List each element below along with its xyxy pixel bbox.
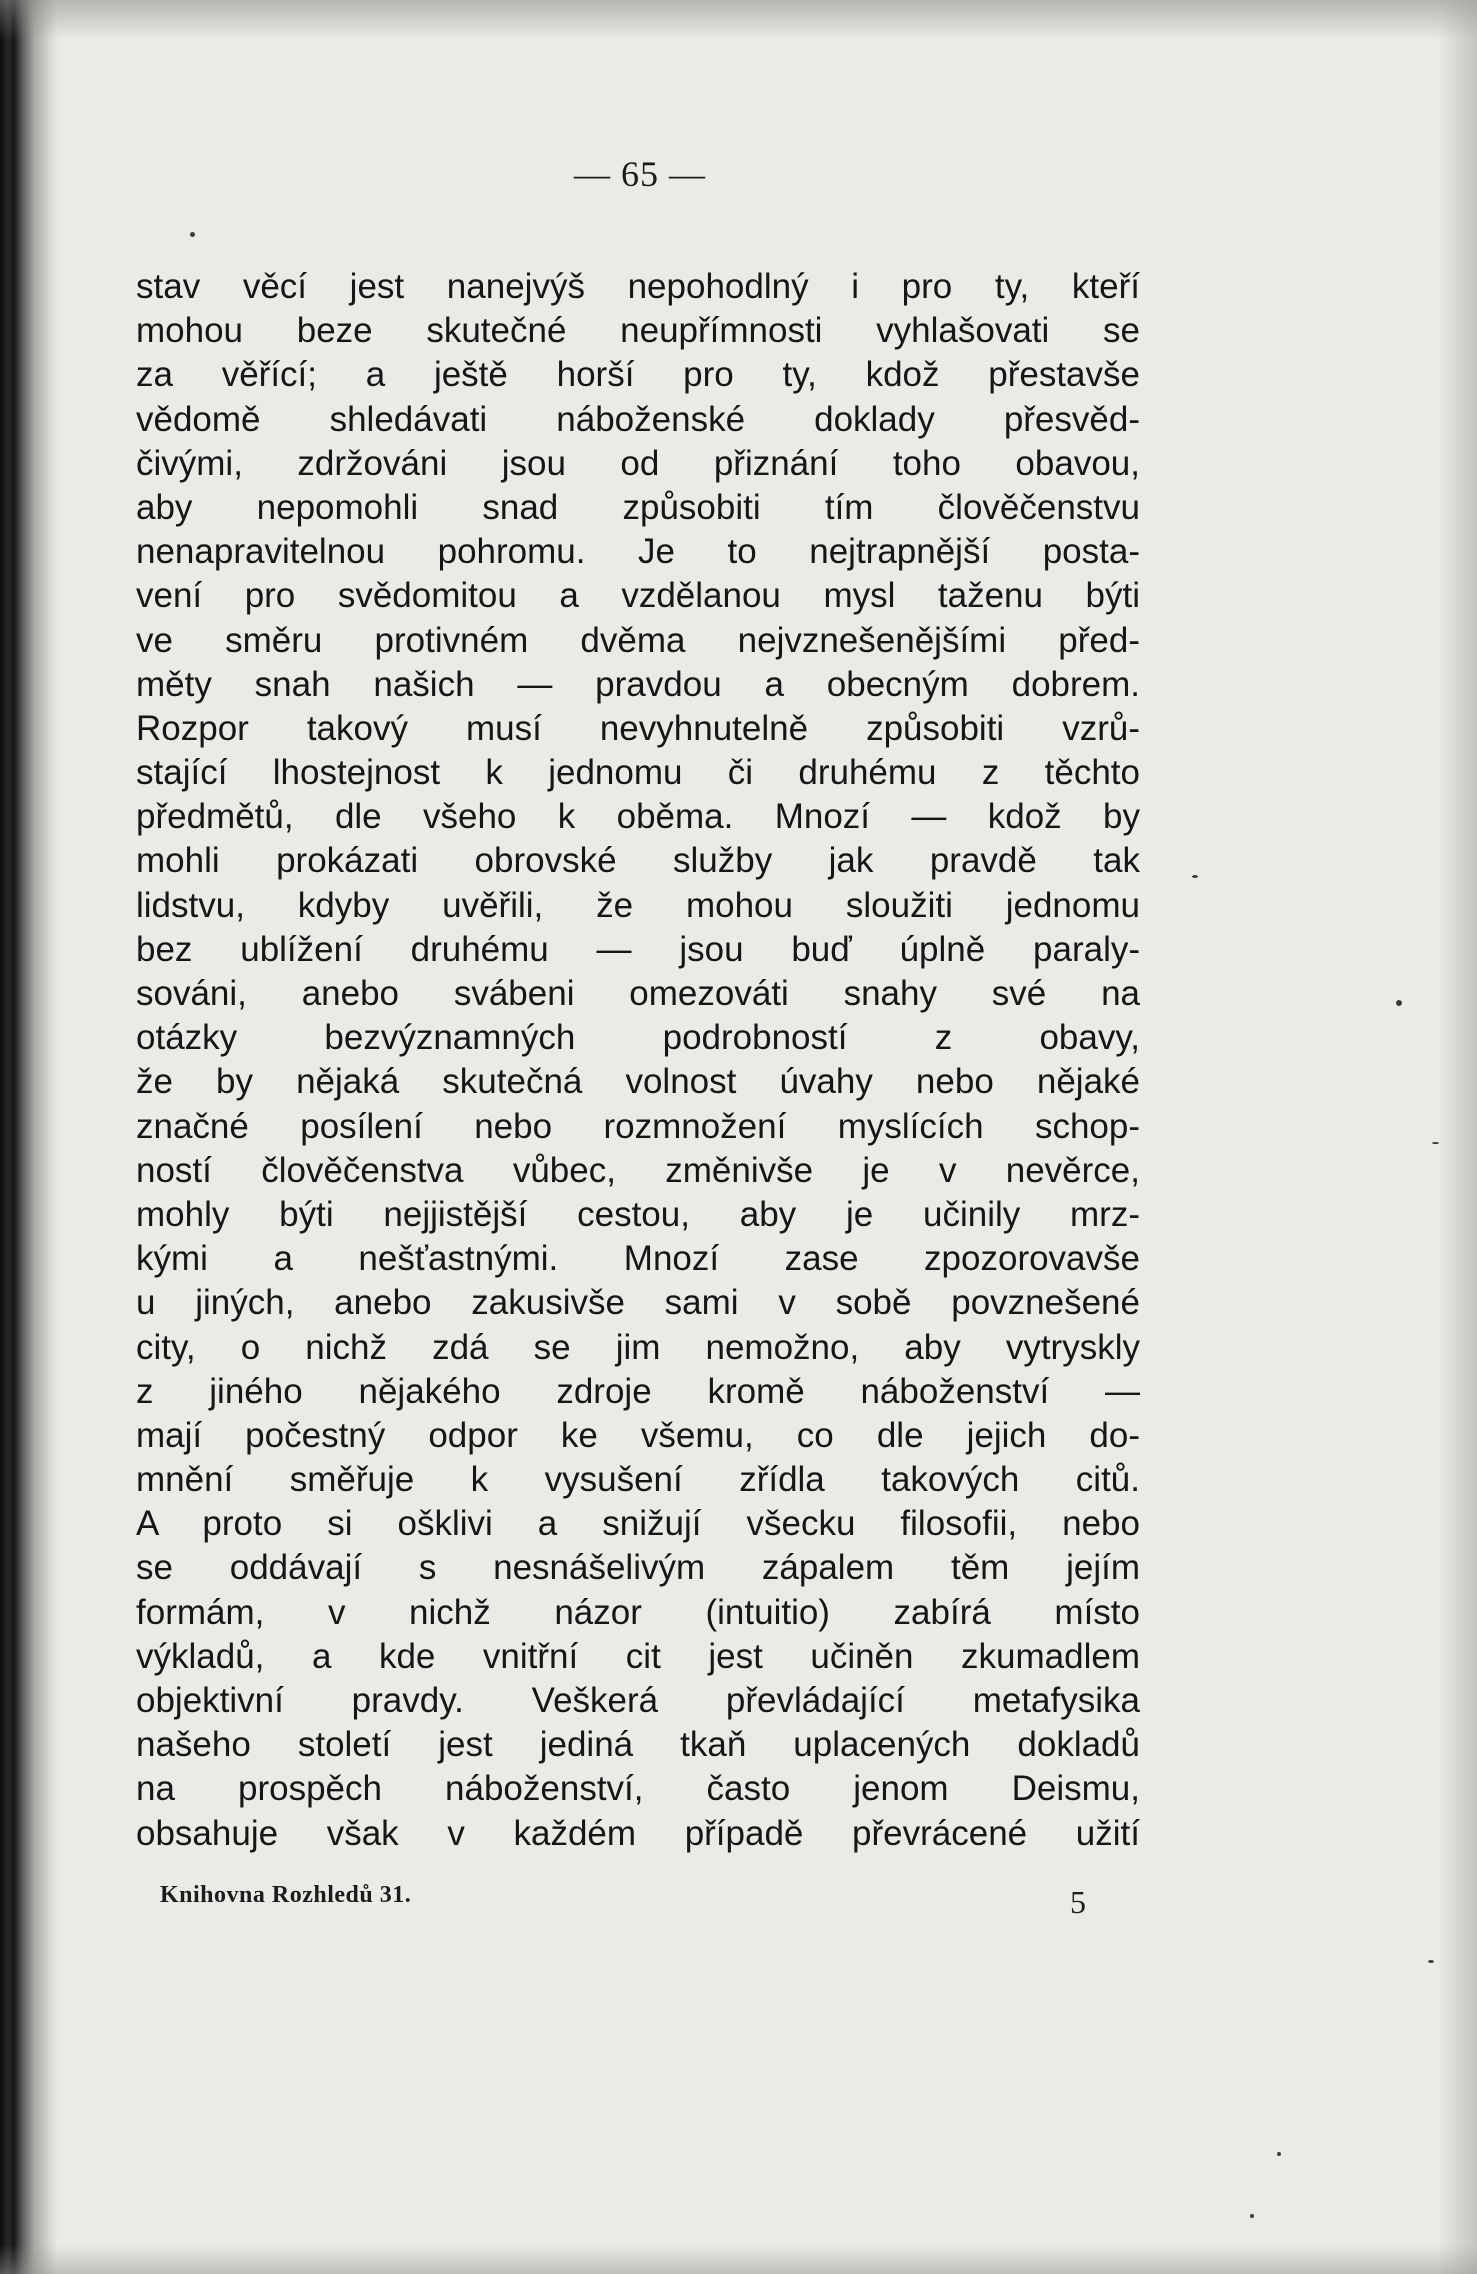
text-line: A proto si ošklivi a snižují všecku filosofii, nebo: [136, 1504, 1140, 1544]
text-line: mohou beze skutečné neupřímnosti vyhlašovati se: [136, 311, 1140, 351]
text-line: kými a nešťastnými. Mnozí zase zpozorovavše: [136, 1239, 1140, 1279]
text-line: mohli prokázati obrovské služby jak pravdě tak: [136, 841, 1140, 881]
text-line: city, o nichž zdá se jim nemožno, aby vytryskly: [136, 1327, 1140, 1367]
text-line: mají počestný odpor ke všemu, co dle jejich do-: [136, 1415, 1140, 1455]
text-line: měty snah našich — pravdou a obecným dobrem.: [136, 664, 1140, 704]
text-line: stající lhostejnost k jednomu či druhému z těchto: [136, 753, 1140, 793]
text-line: sováni, anebo svábeni omezováti snahy své na: [136, 974, 1140, 1013]
text-line: formám, v nichž názor (intuitio) zabírá místo: [136, 1592, 1140, 1632]
text-line: vědomě shledávati náboženské doklady přesvěd-: [136, 399, 1140, 439]
paper-speck: [1192, 875, 1198, 878]
text-line: našeho století jest jediná tkaň uplacených dokladů: [136, 1725, 1140, 1765]
body-text: [136, 265, 1140, 1856]
text-line: u jiných, anebo zakusivše sami v sobě povznešené: [136, 1283, 1140, 1323]
bottom-edge-shadow: [0, 2244, 1477, 2274]
text-line: z jiného nějakého zdroje kromě náboženství —: [136, 1371, 1140, 1411]
footer-sheet-number: 5: [1070, 1884, 1086, 1920]
footer-signature: Knihovna Rozhledů 31.: [160, 1882, 412, 1908]
text-line: mohly býti nejjistější cestou, aby je učinily mrz-: [136, 1194, 1140, 1234]
text-line: předmětů, dle všeho k oběma. Mnozí — kdož by: [136, 797, 1140, 837]
text-line: značné posílení nebo rozmnožení myslících schop-: [136, 1106, 1140, 1146]
text-line: obsahuje však v každém případě převrácené užití: [136, 1813, 1140, 1853]
text-line: otázky bezvýznamných podrobností z obavy,: [136, 1018, 1140, 1058]
top-edge-shadow: [0, 0, 1477, 40]
paper-speck: [1428, 1960, 1434, 1963]
text-line: objektivní pravdy. Veškerá převládající metafysika: [136, 1681, 1140, 1720]
text-line: na prospěch náboženství, často jenom Deismu,: [136, 1769, 1140, 1809]
text-line: mnění směřuje k vysušení zřídla takových citů.: [136, 1460, 1140, 1500]
paper-speck: [1432, 1142, 1439, 1144]
text-line: že by nějaká skutečná volnost úvahy nebo nějaké: [136, 1062, 1140, 1102]
text-line: stav věcí jest nanejvýš nepohodlný i pro ty, kteří: [136, 267, 1140, 306]
text-line: lidstvu, kdyby uvěřili, že mohou sloužiti jednomu: [136, 885, 1140, 925]
text-line: vení pro svědomitou a vzdělanou mysl taženu býti: [136, 576, 1140, 616]
text-line: za věřící; a ještě horší pro ty, kdož přestavše: [136, 355, 1140, 395]
paper-speck: [1277, 2152, 1281, 2156]
text-line: se oddávají s nesnášelivým zápalem těm jejím: [136, 1548, 1140, 1588]
text-line: ností člověčenstva vůbec, změnivše je v nevěrce,: [136, 1150, 1140, 1190]
book-binding-edge: [0, 0, 58, 2274]
text-line: aby nepomohli snad způsobiti tím člověčenstvu: [136, 487, 1140, 527]
text-line: bez ublížení druhému — jsou buď úplně paraly-: [136, 929, 1140, 969]
paper-speck: [1250, 2214, 1254, 2218]
paper-speck: [190, 232, 195, 237]
right-edge-shadow: [1437, 0, 1477, 2274]
text-line: Rozpor takový musí nevyhnutelně způsobiti vzrů-: [136, 708, 1140, 748]
text-line: čivými, zdržováni jsou od přiznání toho obavou,: [136, 443, 1140, 483]
text-line: výkladů, a kde vnitřní cit jest učiněn zkumadlem: [136, 1636, 1140, 1676]
text-line: nenapravitelnou pohromu. Je to nejtrapnější posta-: [136, 532, 1140, 572]
text-line: ve směru protivném dvěma nejvznešenějšími před-: [136, 620, 1140, 660]
paper-speck: [1396, 1000, 1402, 1006]
page-number: — 65 —: [574, 154, 706, 194]
